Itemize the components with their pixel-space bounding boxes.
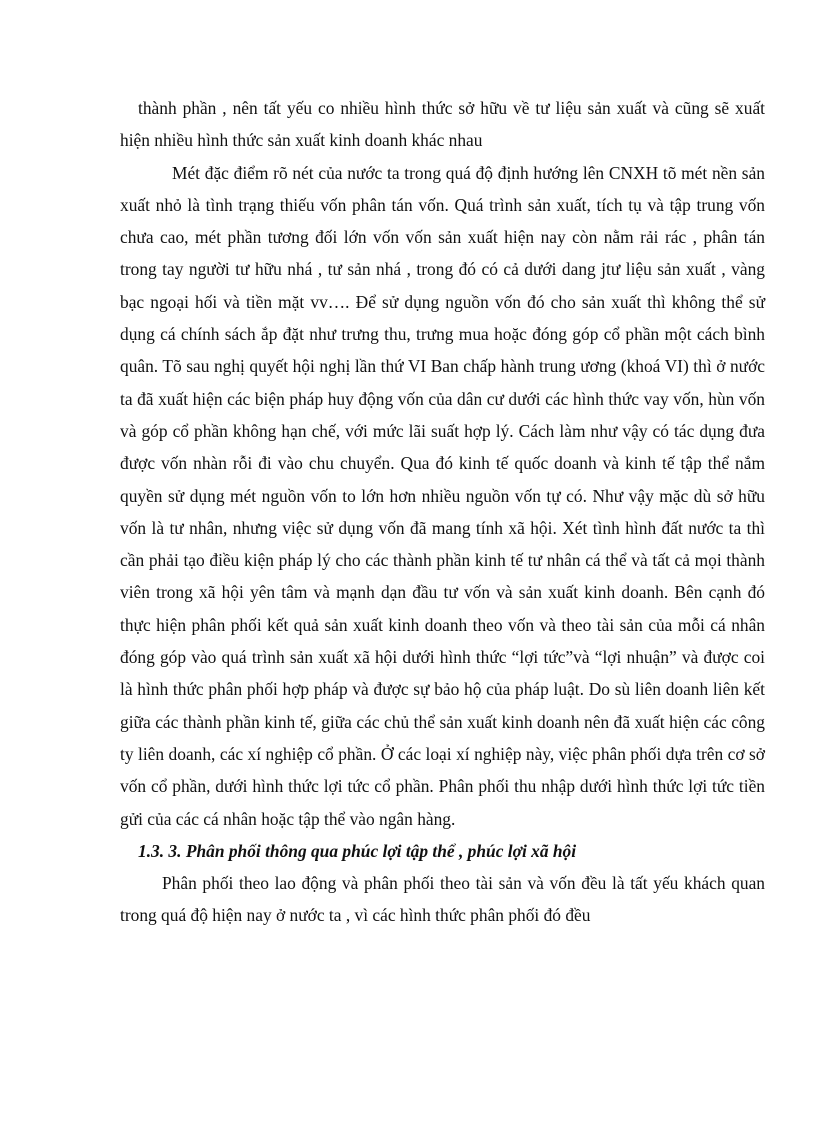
paragraph-welfare-distribution: Phân phối theo lao động và phân phối theo tài sản và vốn đều là tất yếu khách quan trong quá độ hiện nay ở nước ta , vì các hình thức phân phối đó đều — [120, 873, 765, 926]
section-heading: 1.3. 3. Phân phối thông qua phúc lợi tập thể , phúc lợi xã hội — [138, 840, 577, 861]
paragraph-continuation: thành phần , nên tất yếu co nhiều hình thức sở hữu về tư liệu sản xuất và cũng sẽ xuất hiện nhiều hình thức sản xuất kinh doanh khác nhau — [120, 98, 765, 151]
paragraph-capital-distribution: Mét đặc điểm rõ nét của nước ta trong quá độ định hướng lên CNXH tõ mét nền sản xuất nhỏ là tình trạng thiếu vốn phân tán vốn. Quá trình sản xuất, tích tụ và tập trung vốn chưa cao, mét phần tương đối lớn vốn vốn sản xuất hiện nay còn nằm rải rác , phân tán trong tay người tư hữu nhá , tư sản nhá , trong đó có cả dưới dang jtư liệu sản xuất , vàng bạc ngoại hối và tiền mặt vv…. Để sử dụng nguồn vốn đó cho sản xuất thì không thể sử dụng cá chính sách ắp đặt như trưng thu, trưng mua hoặc đóng góp cổ phần một cách bình quân. Tõ sau nghị quyết hội nghị lần thứ VI Ban chấp hành trung ương (khoá VI) thì ở nước ta đã xuất hiện các biện pháp huy động vốn của dân cư dưới các hình thức vay vốn, hùn vốn và góp cổ phần không hạn chế, với mức lãi suất hợp lý. Cách làm như vậy có tác dụng đưa được vốn nhàn rỗi đi vào chu chuyển. Qua đó kinh tế quốc doanh và kinh tế tập thể nắm quyền sử dụng mét nguồn vốn to lớn hơn nhiều nguồn vốn tự có. Như vậy mặc dù sở hữu vốn là tư nhân, nhưng việc sử dụng vốn đã mang tính xã hội. Xét tình hình đất nước ta thì cần phải tạo điều kiện pháp lý cho các thành phần kinh tế tư nhân cá thể và tất cả mọi thành viên trong xã hội yên tâm và mạnh dạn đầu tư vốn và sản xuất kinh doanh. Bên cạnh đó thực hiện phân phối kết quả sản xuất kinh doanh theo vốn và theo tài sản của mỗi cá nhân đóng góp vào quá trình sản xuất xã hội dưới hình thức “lợi tức”và “lợi nhuận” và được coi là hình thức phân phối hợp pháp và được sự bảo hộ của pháp luật. Do sù liên doanh liên kết giữa các thành phần kinh tế, giữa các chủ thể sản xuất kinh doanh nên đã xuất hiện các công ty liên doanh, các xí nghiệp cổ phần. Ở các loại xí nghiệp này, việc phân phối dựa trên cơ sở vốn cổ phần, dưới hình thức lợi tức cổ phần. Phân phối thu nhập dưới hình thức lợi tức tiền gửi của các cá nhân hoặc tập thể vào ngân hàng. — [120, 162, 765, 829]
body-text — [120, 92, 765, 932]
